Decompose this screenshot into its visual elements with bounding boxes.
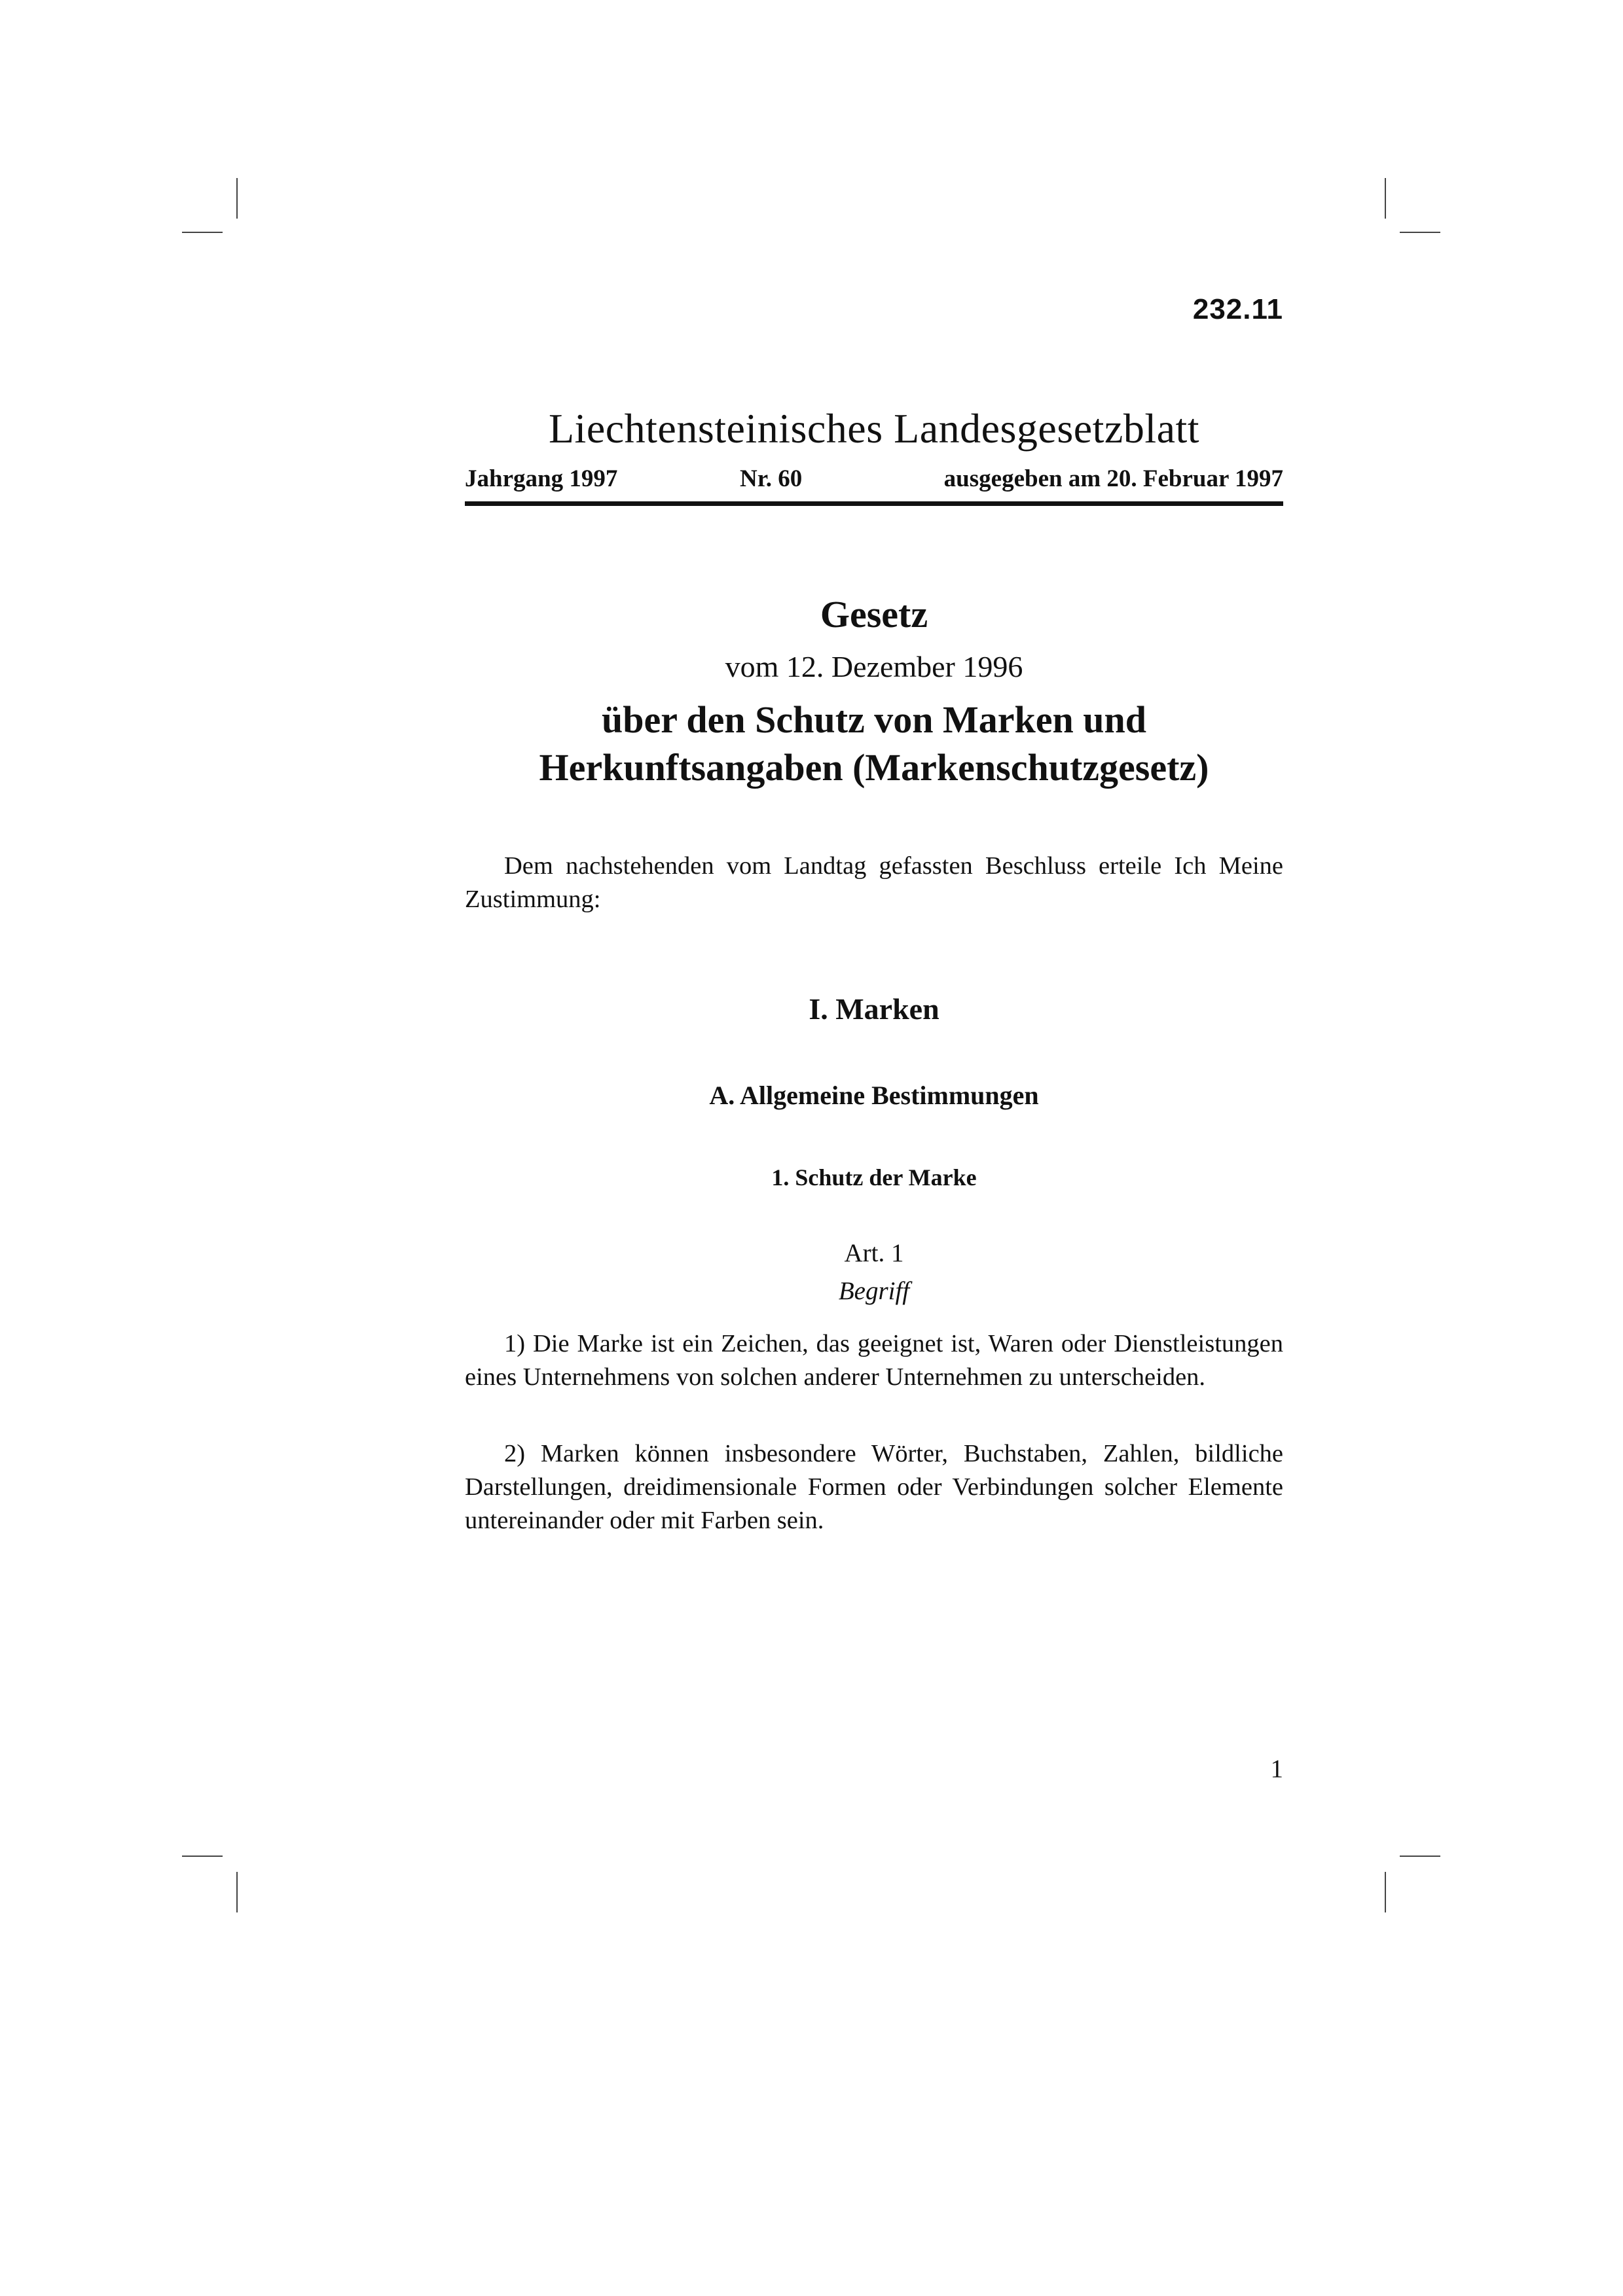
- header-rule: [465, 501, 1283, 506]
- gazette-title: Liechtensteinisches Landesgesetzblatt: [548, 405, 1200, 452]
- crop-mark-bottom-left-horizontal: [182, 1856, 223, 1857]
- law-date: vom 12. Dezember 1996: [725, 650, 1023, 683]
- crop-mark-bottom-right-vertical: [1385, 1872, 1386, 1912]
- article-paragraph-2-text: 2) Marken können insbesondere Wörter, Buchstaben, Zahlen, bildliche Darstellungen, dreidimensionale Formen oder Verbindungen solcher Elemente untereinander oder mit Farben sein.: [465, 1440, 1283, 1534]
- subsection-heading: 1. Schutz der Marke: [771, 1164, 977, 1191]
- issue-year: Jahrgang 1997: [465, 465, 618, 492]
- article-paragraph-1: [465, 1327, 1283, 1394]
- article-title: Begriff: [838, 1277, 910, 1305]
- issue-number: Nr. 60: [740, 465, 803, 492]
- article-paragraph-2: [465, 1437, 1283, 1537]
- crop-mark-bottom-left-vertical: [236, 1872, 238, 1912]
- law-type: Gesetz: [820, 593, 928, 636]
- article-number: Art. 1: [844, 1239, 904, 1267]
- part-heading: I. Marken: [809, 992, 939, 1026]
- issue-date: ausgegeben am 20. Februar 1997: [943, 465, 1283, 492]
- preamble: [465, 850, 1283, 916]
- page-code: 232.11: [1192, 293, 1283, 325]
- issue-info-row: [465, 465, 1283, 497]
- crop-mark-bottom-right-horizontal: [1400, 1856, 1440, 1857]
- crop-mark-top-left-horizontal: [182, 232, 223, 233]
- crop-mark-top-left-vertical: [236, 178, 238, 219]
- crop-mark-top-right-horizontal: [1400, 232, 1440, 233]
- article-paragraph-1-text: 1) Die Marke ist ein Zeichen, das geeignet ist, Waren oder Dienstleistungen eines Unternehmens von solchen anderer Unternehmen zu unterscheiden.: [465, 1330, 1283, 1391]
- preamble-text: Dem nachstehenden vom Landtag gefassten Beschluss erteile Ich Meine Zustimmung:: [465, 852, 1283, 913]
- section-heading: A. Allgemeine Bestimmungen: [709, 1081, 1039, 1110]
- crop-mark-top-right-vertical: [1385, 178, 1386, 219]
- page-number: 1: [1270, 1755, 1283, 1783]
- law-subject: über den Schutz von Marken und Herkunftsangaben (Markenschutzgesetz): [539, 698, 1209, 789]
